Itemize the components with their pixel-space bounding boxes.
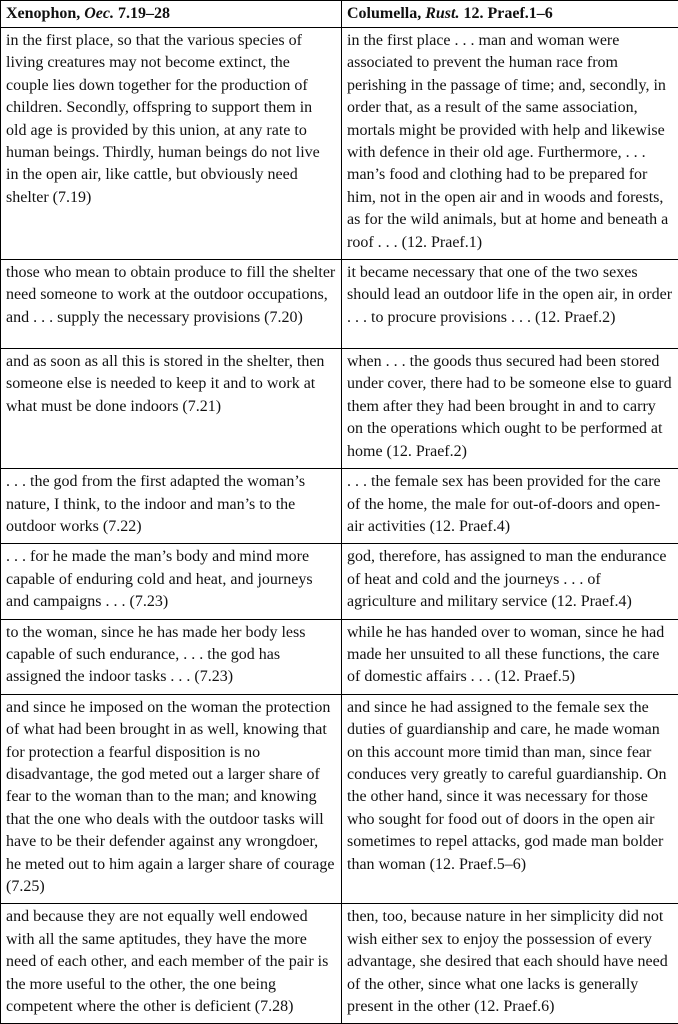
columella-cell: in the first place . . . man and woman were associated to prevent the human race from perishing in the passage of time; and, secondly, in order that, as a result of the same association, mortals might be provided with help and likewise with defence in their old age. Furthermore, . . . man’s food and clothing had to be prepared for him, not in the open air and in woods and forests, as for the wild animals, but at home and beneath a roof . . . (12. Praef.1) [342,28,678,260]
header-columella-author: Columella, [347,5,425,22]
header-columella [342,1,678,28]
table-row [1,469,678,544]
header-xenophon [1,1,342,28]
columella-cell: then, too, because nature in her simplicity did not wish either sex to enjoy the possession of every advantage, she desired that each should have need of the other, since what one lacks is generally present in the other (12. Praef.6) [342,904,678,1024]
header-columella-ref: 12. Praef.1–6 [459,5,552,22]
table-row [1,619,678,694]
table-row [1,904,678,1024]
table-row [1,544,678,619]
columella-cell: god, therefore, has assigned to man the endurance of heat and cold and the journeys . . . of agriculture and military service (12. Praef.4) [342,544,678,619]
columella-cell: it became necessary that one of the two sexes should lead an outdoor life in the open air, in order . . . to procure provisions . . . (12. Praef.2) [342,260,678,349]
columella-cell: while he has handed over to woman, since he had made her unsuited to all these functions, the care of domestic affairs . . . (12. Praef.5) [342,619,678,694]
xenophon-cell: and as soon as all this is stored in the shelter, then someone else is needed to keep it and to work at what must be done indoors (7.21) [1,349,342,469]
table-row [1,260,678,349]
xenophon-cell: those who mean to obtain produce to fill the shelter need someone to work at the outdoor occupations, and . . . supply the necessary provisions (7.20) [1,260,342,349]
header-xenophon-ref: 7.19–28 [114,5,170,22]
header-xenophon-author: Xenophon, [6,5,84,22]
header-row [1,1,678,28]
xenophon-cell: in the first place, so that the various species of living creatures may not become extinct, the couple lies down together for the production of children. Secondly, offspring to support them in old age is provided by this union, at any rate to human beings. Thirdly, human beings do not live in the open air, like cattle, but obviously need shelter (7.19) [1,28,342,260]
columella-cell: and since he had assigned to the female sex the duties of guardianship and care, he made woman on this account more timid than man, since fear conduces very greatly to careful guardianship. On the other hand, since it was necessary for those who sought for food out of doors in the open air sometimes to repel attacks, god made man bolder than woman (12. Praef.5–6) [342,694,678,904]
columella-cell: when . . . the goods thus secured had been stored under cover, there had to be someone else to guard them after they had been brought in and to carry on the operations which ought to be performed at home (12. Praef.2) [342,349,678,469]
header-xenophon-work: Oec. [84,5,114,22]
xenophon-cell: . . . the god from the first adapted the woman’s nature, I think, to the indoor and man’s to the outdoor works (7.22) [1,469,342,544]
columella-cell: . . . the female sex has been provided for the care of the home, the male for out-of-doors and open-air activities (12. Praef.4) [342,469,678,544]
xenophon-cell: and because they are not equally well endowed with all the same aptitudes, they have the more need of each other, and each member of the pair is the more useful to the other, the one being competent where the other is deficient (7.28) [1,904,342,1024]
table-row [1,28,678,260]
table-row [1,349,678,469]
xenophon-cell: to the woman, since he has made her body less capable of such endurance, . . . the god has assigned the indoor tasks . . . (7.23) [1,619,342,694]
header-columella-work: Rust. [425,5,459,22]
xenophon-cell: . . . for he made the man’s body and mind more capable of enduring cold and heat, and journeys and campaigns . . . (7.23) [1,544,342,619]
xenophon-cell: and since he imposed on the woman the protection of what had been brought in as well, knowing that for protection a fearful disposition is no disadvantage, the god meted out a larger share of fear to the woman than to the man; and knowing that the one who deals with the outdoor tasks will have to be their defender against any wrongdoer, he meted out to him again a larger share of courage (7.25) [1,694,342,904]
table-row [1,694,678,904]
